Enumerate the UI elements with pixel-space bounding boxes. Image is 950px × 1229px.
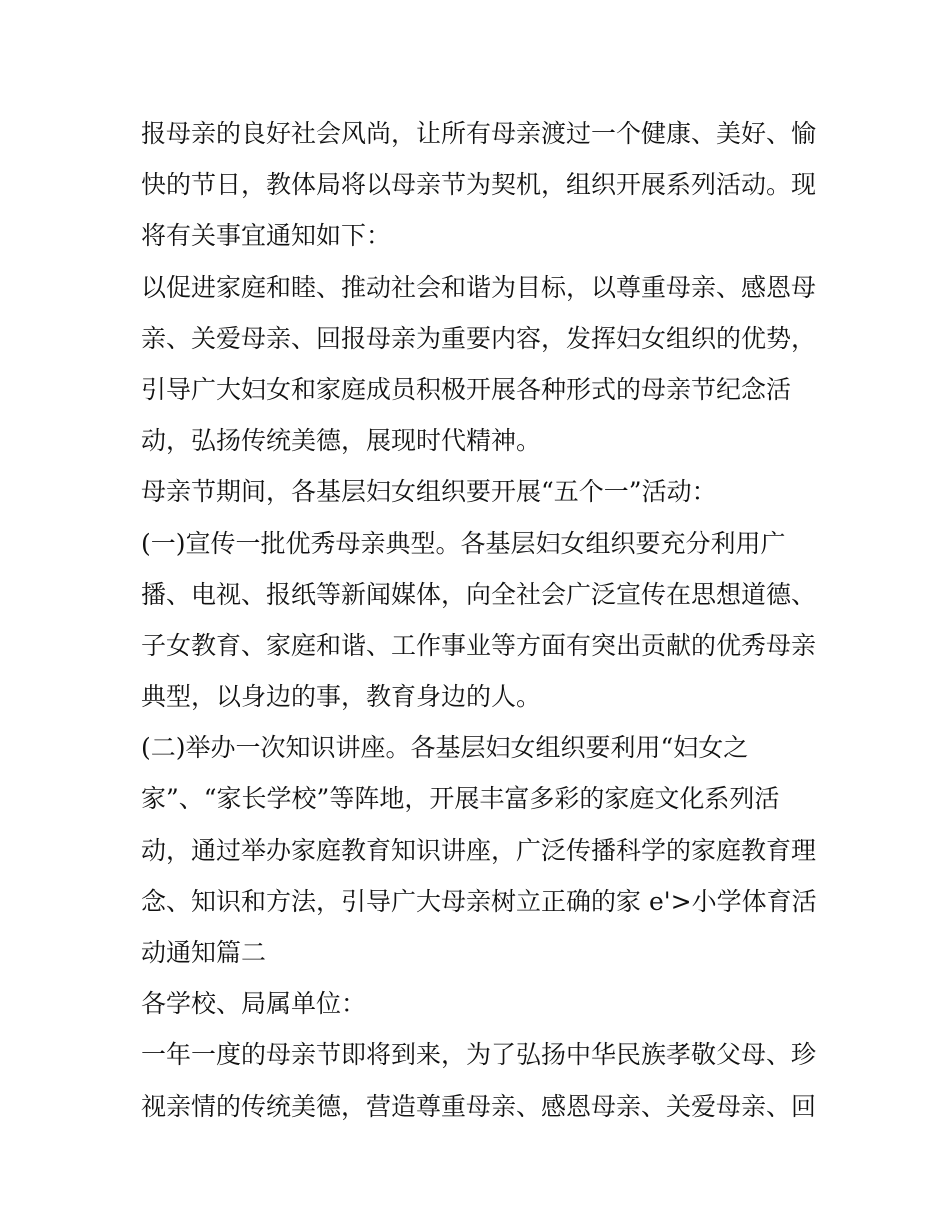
text-line: 动通知篇二 xyxy=(141,938,267,967)
text-line: 将有关事宜通知如下： xyxy=(141,221,392,251)
text-line: 播、电视、报纸等新闻媒体，向全社会广泛宣传在思想道德、 xyxy=(141,579,817,609)
text-line: 动，弘扬传统美德，展现时代精神。 xyxy=(141,426,542,456)
text-line: 典型，以身边的事，教育身边的人。 xyxy=(141,682,542,712)
text-line: 各学校、局属单位： xyxy=(141,989,367,1019)
text-line: 动，通过举办家庭教育知识讲座，广泛传播科学的家庭教育理 xyxy=(141,835,817,865)
text-line: (二)举办一次知识讲座。各基层妇女组织要利用“妇女之 xyxy=(141,733,749,763)
text-line: 引导广大妇女和家庭成员积极开展各种形式的母亲节纪念活 xyxy=(141,374,792,404)
text-line: 一年一度的母亲节即将到来，为了弘扬中华民族孝敬父母、珍 xyxy=(141,1040,817,1070)
text-line: 以促进家庭和睦、推动社会和谐为目标，以尊重母亲、感恩母 xyxy=(141,272,817,302)
text-line: 快的节日，教体局将以母亲节为契机，组织开展系列活动。现 xyxy=(141,170,817,200)
text-line: 子女教育、家庭和谐、工作事业等方面有突出贡献的优秀母亲 xyxy=(141,630,817,660)
text-line: 母亲节期间，各基层妇女组织要开展“五个一”活动： xyxy=(141,477,717,507)
text-line: 报母亲的良好社会风尚，让所有母亲渡过一个健康、美好、愉 xyxy=(141,119,817,148)
text-line: (一)宣传一批优秀母亲典型。各基层妇女组织要充分利用广 xyxy=(141,528,786,558)
text-line: 家”、“家长学校”等阵地，开展丰富多彩的家庭文化系列活 xyxy=(141,784,780,814)
text-line: 视亲情的传统美德，营造尊重母亲、感恩母亲、关爱母亲、回 xyxy=(141,1091,817,1121)
text-line: 亲、关爱母亲、回报母亲为重要内容，发挥妇女组织的优势， xyxy=(141,323,817,353)
text-line: 念、知识和方法，引导广大母亲树立正确的家 e'>小学体育活 xyxy=(141,886,817,916)
document-body xyxy=(141,108,831,1132)
